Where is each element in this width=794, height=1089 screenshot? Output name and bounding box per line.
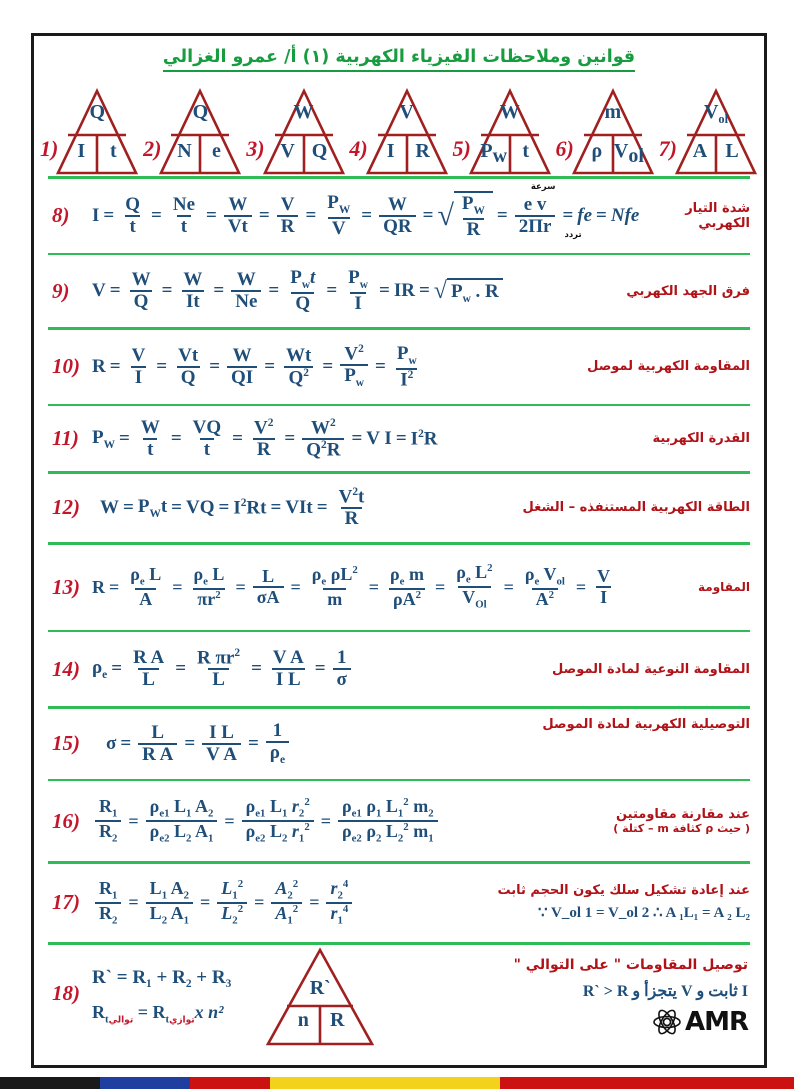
triangle-right-value: t [109,140,117,162]
row-equation: R = $\frac{V}{I}$ = $\frac{Vt}{Q}$ = $\frac{W}{QI}$ = $\frac{Wt}{Q^2}$ = $\frac{V^2}{P_w}$ = $\frac{P_w}{I^2}$ [92,342,417,390]
triangle-left-value: n [297,1008,309,1031]
row-equation: V = $\frac{W}{Q}$ = $\frac{W}{It}$ = $\frac{W}{Ne}$ = $\frac{P_wt}{Q}$ = $\frac{P_w}{I}$ = IR = √ $P_w$ . R [92,268,618,314]
triangle-number: 7) [658,136,677,161]
row-number: 17) [52,890,80,915]
logo [381,1007,748,1037]
triangle-top-value: W [499,101,520,123]
triangle-bottom-values [571,140,655,168]
triangle-top-value: R` [309,976,331,999]
row-equation: $P_W$ = $\frac{W}{t}$ = $\frac{VQ}{t}$ = $\frac{V^2}{R}$ = $\frac{W^2}{Q^2R}$ = V I = $I^2R$ [92,416,438,461]
triangle-shape [468,88,552,176]
triangle-top-value: $V_{ol}$ [703,101,729,126]
formula-sheet-page [31,33,767,1068]
row-label-line1: شدة التيار [685,200,750,216]
triangle-top-value: W [293,101,314,123]
strip-segment [0,1077,100,1089]
row-label [489,883,750,922]
triangle-right-value: Vol [613,140,644,167]
triangle-top-value: Q [89,101,106,123]
annotation-frequency: تردد [564,229,582,240]
triangle-number: 3) [246,136,265,161]
row-number: 14) [52,656,80,681]
triangle-unit-7 [659,88,758,176]
triangle-bottom-values [55,140,139,163]
triangle-left-value: A [692,140,708,162]
triangle-bottom-values [262,140,346,163]
row-label: المقاومة الكهربية لموصل [587,359,750,375]
row-number: 8) [52,203,70,228]
triangle-right-value: R [415,140,430,162]
triangle-shape [158,88,242,176]
formula-row-10 [34,330,764,404]
strip-segment [270,1077,500,1089]
row-number: 18) [52,981,80,1006]
row-equation: σ = $\frac{L}{\text{R A}}$ = $\frac{\text{I L}}{\text{V A}}$ = $\frac{1}{\rho_e}$ [92,721,534,767]
triangle-unit-1 [40,88,139,176]
triangle-right-value: R [330,1008,345,1031]
triangle-bottom-values [265,1009,375,1032]
triangle-left-value: ρ [591,140,603,162]
formula-row-15 [34,709,764,779]
row-label: الطاقة الكهربية المستنفذه – الشغل [522,500,750,516]
formula-row-16 [34,781,764,861]
row18-note: I ثابت و V يتجزأ و R` > R [582,982,748,1000]
series-arabic-subscript: توالي [108,1015,134,1026]
row-label-line2: الكهربي [698,215,750,231]
row-label [605,807,750,835]
row-label: القدرة الكهربية [652,431,750,447]
formula-row-17 [34,864,764,942]
logo-text: AMR [684,1006,748,1037]
triangle-shape [55,88,139,176]
row-number: 11) [52,426,79,451]
strip-segment [100,1077,190,1089]
triangle-right-value: Q [311,140,328,162]
triangle-shape [674,88,758,176]
row-equation: R = $\frac{\rho_e L}{A}$ = $\frac{\rho_e L}{\pi r^2}$ = $\frac{L}{\sigma A}$ = $\frac{\rho_e \rho L^2}{m}$ = $\frac{\rho_e m}{\rho A^2}$ = $\frac{\rho_e L^2}{V_{Ol}}$ = $\frac{\rho_e V_{ol}}{A^2}$ = $\frac{V}{I}$ [92,562,611,611]
row-equation: W = $P_Wt$ = VQ = $I^2Rt$ = VIt = $\frac{V^2t}{R}$ [100,485,365,530]
row-label: المقاومة النوعية لمادة الموصل [552,661,750,677]
formula-row-14 [34,632,764,706]
triangle-number: 1) [40,136,59,161]
triangle-shape [262,88,346,176]
triangle-left-value: I [77,140,86,162]
row-label-main: عند إعادة تشكيل سلك يكون الحجم ثابت [497,883,750,899]
bottom-color-strip [0,1077,794,1089]
triangle-number: 2) [143,136,162,161]
row-number: 16) [52,808,80,833]
triangle-bottom-values [365,140,449,163]
row-equation: $\rho_e$ = $\frac{\text{R A}}{L}$ = $\frac{R \pi r^2}{L}$ = $\frac{\text{V A}}{\text{I L}}$ = $\frac{1}{\sigma}$ [92,648,544,690]
formula-row-9 [34,255,764,327]
row-label-main: عند مقارنة مقاومتين [615,807,750,823]
triangle-left-value: I [386,140,395,162]
triangle-left-value: Pw [480,140,508,167]
title-container [34,36,764,72]
strip-segment [190,1077,270,1089]
row-number: 15) [52,731,80,756]
triangle-right-value: L [725,140,739,162]
triangle-bottom-values [674,140,758,163]
row-equation: $\frac{R_1}{R_2}$ = $\frac{\rho_{e1} L_1 A_2}{\rho_{e2} L_2 A_1}$ = $\frac{\rho_{e1} L_1 r_2^2}{\rho_{e2} L_2 r_1^2}$ = $\frac{\rho_{e1} \rho_1 L_1^2 m_2}{\rho_{e2} \rho_2 L_2^2 m_1}$ [92,797,605,845]
row-label: فرق الجهد الكهربي [626,283,750,299]
row18-equations [92,967,231,1026]
row18-left [48,967,231,1026]
formula-row-13 [34,545,764,630]
triangle-unit-3 [246,88,345,176]
formula-row-11 [34,406,764,471]
row-number: 9) [52,278,70,303]
annotation-speed: سرعة [530,181,556,192]
triangle-unit-6 [556,88,655,176]
triangle-unit-4 [349,88,448,176]
triangle-number: 6) [555,136,574,161]
triangle-left-value: N [177,140,192,162]
row-label: المقاومة [698,580,750,595]
row-equation: $\frac{R_1}{R_2}$ = $\frac{L_1 A_2}{L_2 A_1}$ = $\frac{L_1^2}{L_2^2}$ = $\frac{A_2^2}{A_1^2}$ = $\frac{r_2^4}{r_1^4}$ [92,879,489,927]
triangle-top-value: m [604,101,622,123]
triangle-shape [365,88,449,176]
row18-equation-1: R` = R₁ + R₂ + R₃ [92,967,232,989]
triangle-bottom-values [468,140,552,168]
triangle-top-value: V [399,101,414,123]
strip-segment [500,1077,794,1089]
triangle-top-value: Q [192,101,209,123]
row-equation: I = $\frac{Q}{t}$ = $\frac{Ne}{t}$ = $\frac{W}{Vt}$ = $\frac{V}{R}$ = $\frac{P_W}{V}$ = $\frac{W}{QR}$ = √ $\frac{P_W}{R}$ = e v سرعة 2Πr = تردد fe = Nfe [92,181,640,240]
resistance-triangle [265,947,375,1047]
triangle-number: 5) [452,136,471,161]
triangle-shape [571,88,655,176]
parallel-arabic-subscript: توازي [169,1015,195,1026]
triangle-bottom-values [158,140,242,163]
row-label [677,201,750,231]
row-number: 10) [52,354,80,379]
triangle-right-value: e [211,140,221,162]
row-label-sub: ∵ V_ol 1 = V_ol 2 ∴ A ₁L₁ = A ₂ L₂ [538,905,750,922]
row-label-sub: ( حيث ρ كثافة m – كتلة ) [613,822,750,836]
row18-equation-2: $R_{tتوالي} = R_{tتوازي}x$ n² [92,1002,224,1026]
row18-right [381,957,750,1037]
row-label: التوصيلية الكهربية لمادة الموصل [542,716,750,732]
row18-label: توصيل المقاومات " على التوالي " [513,956,748,973]
triangle-number: 4) [349,136,368,161]
triangles-row [34,72,764,176]
formula-row-12 [34,474,764,542]
triangle-left-value: V [280,140,295,162]
triangle-unit-2 [143,88,242,176]
page-title: قوانين وملاحظات الفيزياء الكهربية (١) أ/ عمرو الغزالي [163,47,635,72]
triangle-right-value: t [522,140,530,162]
row-number: 12) [52,495,80,520]
row-number: 13) [52,574,80,599]
atom-icon [652,1008,682,1036]
formula-row-8 [34,179,764,253]
triangle-unit-5 [452,88,551,176]
formula-row-18 [34,945,764,1049]
